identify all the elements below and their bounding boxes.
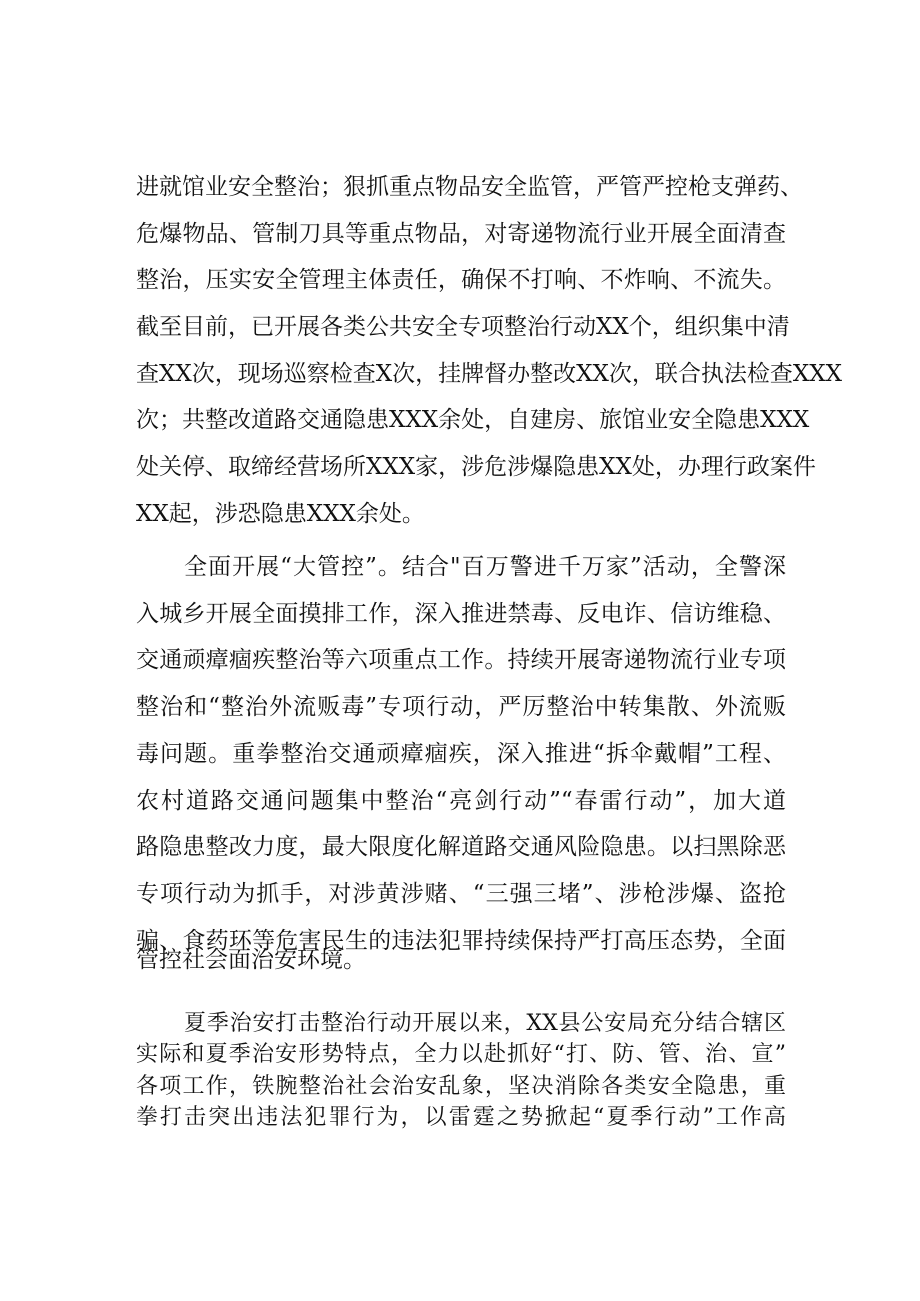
text-line: 进就馆业安全整治；狠抓重点物品安全监管，严管严控枪支弹药、 xyxy=(136,174,803,200)
text-line: 整治和“整治外流贩毒”专项行动，严厉整治中转集散、外流贩 xyxy=(136,694,786,720)
text-line: 专项行动为抓手，对涉黄涉赌、“三强三堵”、涉枪涉爆、盗抢 xyxy=(136,881,786,907)
text-line: 管控社会面治安环境。 xyxy=(136,947,366,973)
text-line: 查XX次，现场巡察检查X次，挂牌督办整改XX次，联合执法检查XXX xyxy=(136,361,842,387)
text-line: XX起，涉恐隐患XXX余处。 xyxy=(136,501,425,527)
text-line: 夏季治安打击整治行动开展以来，XX县公安局充分结合辖区 xyxy=(184,1011,786,1036)
text-line: 整治，压实安全管理主体责任，确保不打响、不炸响、不流失。 xyxy=(136,267,786,293)
text-line: 危爆物品、管制刀具等重点物品，对寄递物流行业开展全面清查 xyxy=(136,221,786,247)
text-line: 全面开展“大管控”。结合"百万警进千万家”活动，全警深 xyxy=(184,554,786,580)
text-line: 实际和夏季治安形势特点，全力以赴抓好“打、防、管、治、宣” xyxy=(136,1042,786,1067)
text-line: 截至目前，已开展各类公共安全专项整治行动XX个，组织集中清 xyxy=(136,314,790,340)
text-line: 农村道路交通问题集中整治“亮剑行动”“春雷行动”，加大道 xyxy=(136,788,786,814)
text-line: 骗、食药环等危害民生的违法犯罪持续保持严打高压态势，全面 xyxy=(136,928,786,954)
text-line: 次；共整改道路交通隐患XXX余处，自建房、旅馆业安全隐患XXX xyxy=(136,407,810,433)
text-line: 入城乡开展全面摸排工作，深入推进禁毒、反电诈、信访维稳、 xyxy=(136,601,786,627)
text-line: 路隐患整改力度，最大限度化解道路交通风险隐患。以扫黑除恶 xyxy=(136,834,786,860)
text-line: 交通顽瘴痼疾整治等六项重点工作。持续开展寄递物流行业专项 xyxy=(136,647,786,673)
text-line: 处关停、取缔经营场所XXX家，涉危涉爆隐患XX处，办理行政案件 xyxy=(136,454,816,480)
text-line: 毒问题。重拳整治交通顽瘴痼疾，深入推进“拆伞戴帽”工程、 xyxy=(136,741,786,767)
text-line: 各项工作，铁腕整治社会治安乱象，坚决消除各类安全隐患，重 xyxy=(136,1074,786,1099)
text-line: 拳打击突出违法犯罪行为，以雷霆之势掀起“夏季行动”工作高 xyxy=(136,1105,786,1130)
